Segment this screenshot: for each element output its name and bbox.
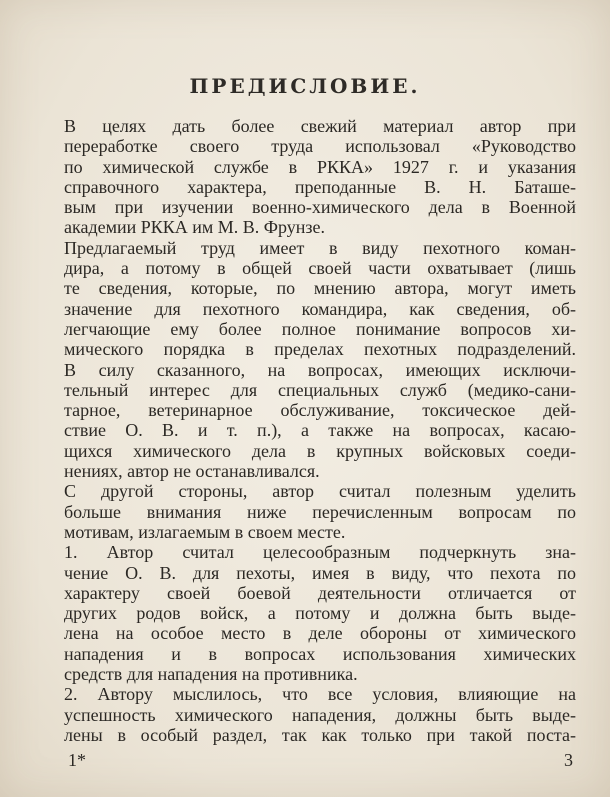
text-line: тарное, ветеринарное обслуживание, токсическое дей-: [64, 400, 576, 421]
text-line: мического порядка в пределах пехотных подразделений.: [64, 339, 576, 360]
text-line: переработке своего труда использовал «Руководство: [64, 136, 576, 157]
text-line: мотивам, излагаемым в своем месте.: [64, 521, 346, 542]
text-line: академии РККА им М. В. Фрунзе.: [64, 217, 326, 238]
text-line: нападения и в вопросах использования химических: [64, 643, 576, 664]
text-line: других родов войск, а потому и должна быть выде-: [64, 603, 576, 624]
text-line: по химической службе в РККА» 1927 г. и указания: [64, 156, 576, 177]
text-line: справочного характера, преподанные В. Н. Баташе-: [64, 176, 576, 197]
text-line: дира, а потому в общей своей части охватывает (лишь: [64, 258, 576, 279]
text-line: нениях, автор не останавливался.: [64, 461, 320, 482]
body-text: [64, 116, 576, 745]
printer-signature-mark: 1*: [68, 750, 86, 770]
text-line: С другой стороны, автор считал полезным уделить: [64, 481, 576, 502]
text-line: чение О. В. для пехоты, имея в виду, что пехота по: [64, 562, 576, 583]
page-title: ПРЕДИСЛОВИЕ.: [189, 74, 421, 98]
text-line: 1. Автор считал целесообразным подчеркнуть зна-: [64, 542, 576, 563]
text-line: лена на особое место в деле обороны от химического: [64, 623, 576, 644]
text-line: щихся химического дела в крупных войсковых соеди-: [64, 440, 576, 461]
text-line: ствие О. В. и т. п.), а также на вопросах, касаю-: [64, 420, 576, 441]
page-number: 3: [564, 750, 573, 770]
text-line: те сведения, которые, по мнению автора, могут иметь: [64, 278, 576, 299]
text-line: больше внимания ниже перечисленным вопросам по: [64, 501, 576, 522]
text-line: 2. Автору мыслилось, что все условия, влияющие на: [64, 684, 576, 705]
text-line: легчающие ему более полное понимание вопросов хи-: [64, 318, 576, 339]
text-line: В целях дать более свежий материал автор при: [64, 116, 576, 136]
text-line: значение для пехотного командира, как сведения, об-: [64, 298, 576, 319]
text-line: средств для нападения на противника.: [64, 664, 358, 685]
text-line: лены в особый раздел, так как только при такой поста-: [64, 724, 576, 745]
text-line: характеру своей боевой деятельности отличается от: [64, 582, 576, 603]
text-line: Предлагаемый труд имеет в виду пехотного коман-: [64, 237, 576, 258]
text-line: вым при изучении военно-химического дела в Военной: [64, 197, 576, 218]
text-line: тельный интерес для специальных служб (медико-сани-: [64, 379, 576, 400]
text-line: В силу сказанного, на вопросах, имеющих исключи-: [64, 359, 576, 380]
text-line: успешность химического нападения, должны быть выде-: [64, 704, 576, 725]
